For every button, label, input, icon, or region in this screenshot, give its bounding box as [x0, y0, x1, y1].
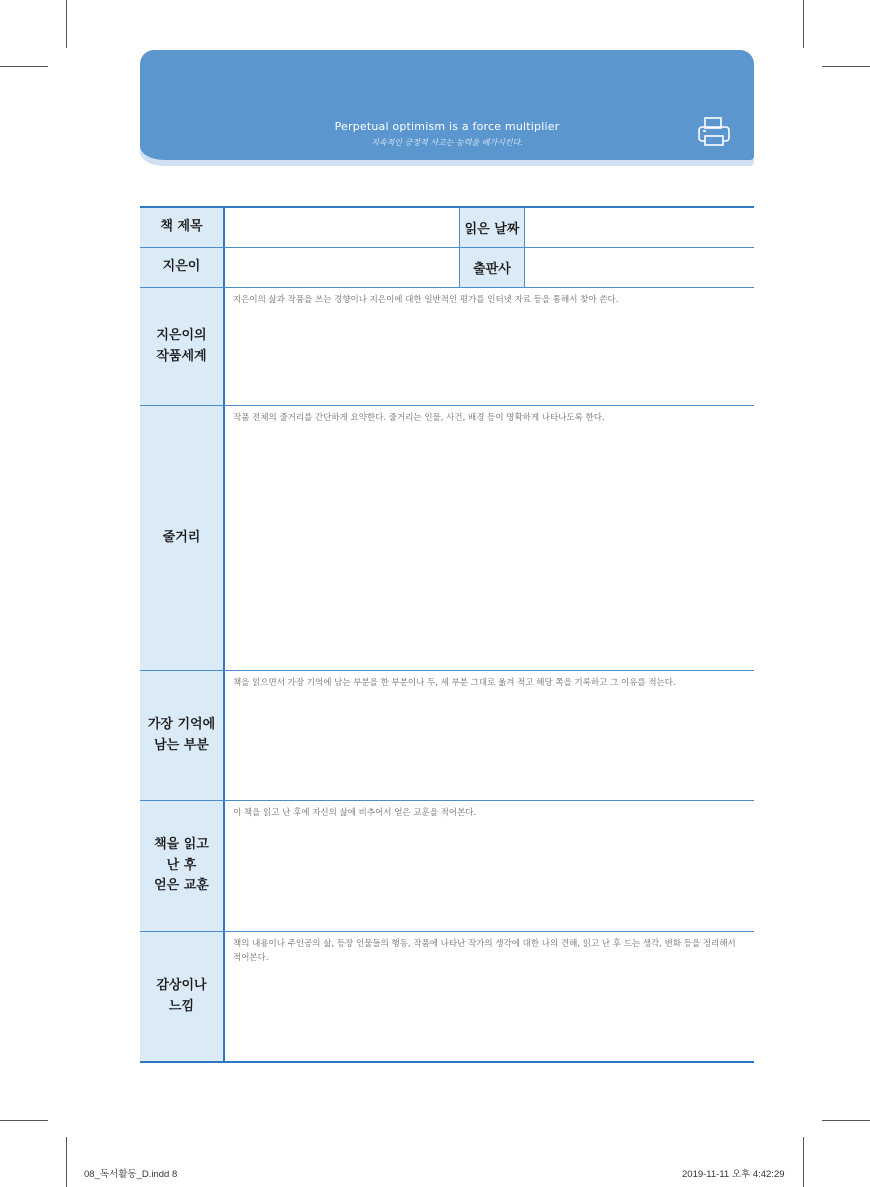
plot-field[interactable]	[225, 406, 754, 670]
row-impression	[140, 932, 754, 1061]
book-title-label: 책 제목	[140, 208, 225, 247]
impression-label: 감상이나 느낌	[140, 932, 225, 1061]
impression-guide: 책의 내용이나 주인공의 삶, 등장 인물들의 행동, 작품에 나타난 작가의 생각에 대한 나의 견해, 읽고 난 후 드는 생각, 변화 등을 정리해서 적어본다.	[233, 939, 736, 963]
author-works-field[interactable]	[225, 288, 754, 405]
plot-label: 줄거리	[140, 406, 225, 670]
book-title-field[interactable]	[225, 208, 459, 247]
crop-mark	[0, 1120, 48, 1121]
author-label: 지은이	[140, 248, 225, 287]
book-report-form	[140, 206, 754, 1063]
crop-mark	[66, 0, 67, 48]
read-date-field[interactable]	[525, 208, 754, 247]
impression-field[interactable]	[225, 932, 754, 1061]
lesson-field[interactable]	[225, 801, 754, 931]
plot-guide: 작품 전체의 줄거리를 간단하게 요약한다. 줄거리는 인물, 사건, 배경 등이 명확하게 나타나도록 한다.	[233, 413, 605, 423]
author-field[interactable]	[225, 248, 459, 287]
printer-icon	[696, 116, 732, 148]
header-banner	[140, 50, 754, 160]
footer-timestamp: 2019-11-11 오후 4:42:29	[682, 1169, 785, 1180]
banner-title: Perpetual optimism is a force multiplier	[334, 120, 560, 133]
crop-mark	[803, 1137, 804, 1187]
memorable-part-field[interactable]	[225, 671, 754, 800]
read-date-label: 읽은 날짜	[459, 208, 525, 247]
publisher-field[interactable]	[525, 248, 754, 287]
crop-mark	[803, 0, 804, 48]
row-author-works	[140, 288, 754, 406]
lesson-label: 책을 읽고 난 후 얻은 교훈	[140, 801, 225, 931]
crop-mark	[66, 1137, 67, 1187]
row-lesson	[140, 801, 754, 932]
crop-mark	[822, 1120, 870, 1121]
publisher-label: 출판사	[459, 248, 525, 287]
author-works-label: 지은이의 작품세계	[140, 288, 225, 405]
row-author	[140, 248, 754, 288]
author-works-guide: 지은이의 삶과 작품을 쓰는 경향이나 지은이에 대한 일반적인 평가를 인터넷 자료 등을 통해서 찾아 쓴다.	[233, 295, 619, 305]
crop-mark	[822, 66, 870, 67]
footer-filename: 08_독서활동_D.indd 8	[84, 1169, 178, 1180]
crop-mark	[0, 66, 48, 67]
row-memorable-part	[140, 671, 754, 801]
memorable-part-label: 가장 기억에 남는 부분	[140, 671, 225, 800]
row-book-title	[140, 208, 754, 248]
memorable-part-guide: 책을 읽으면서 가장 기억에 남는 부분을 한 부분이나 두, 세 부분 그대로 옮겨 적고 해당 쪽을 기록하고 그 이유를 적는다.	[233, 678, 676, 688]
lesson-guide: 이 책을 읽고 난 후에 자신의 삶에 비추어서 얻은 교훈을 적어본다.	[233, 808, 477, 818]
banner-subtitle: 지속적인 긍정적 사고는 능력을 배가시킨다.	[371, 138, 523, 147]
row-plot	[140, 406, 754, 671]
